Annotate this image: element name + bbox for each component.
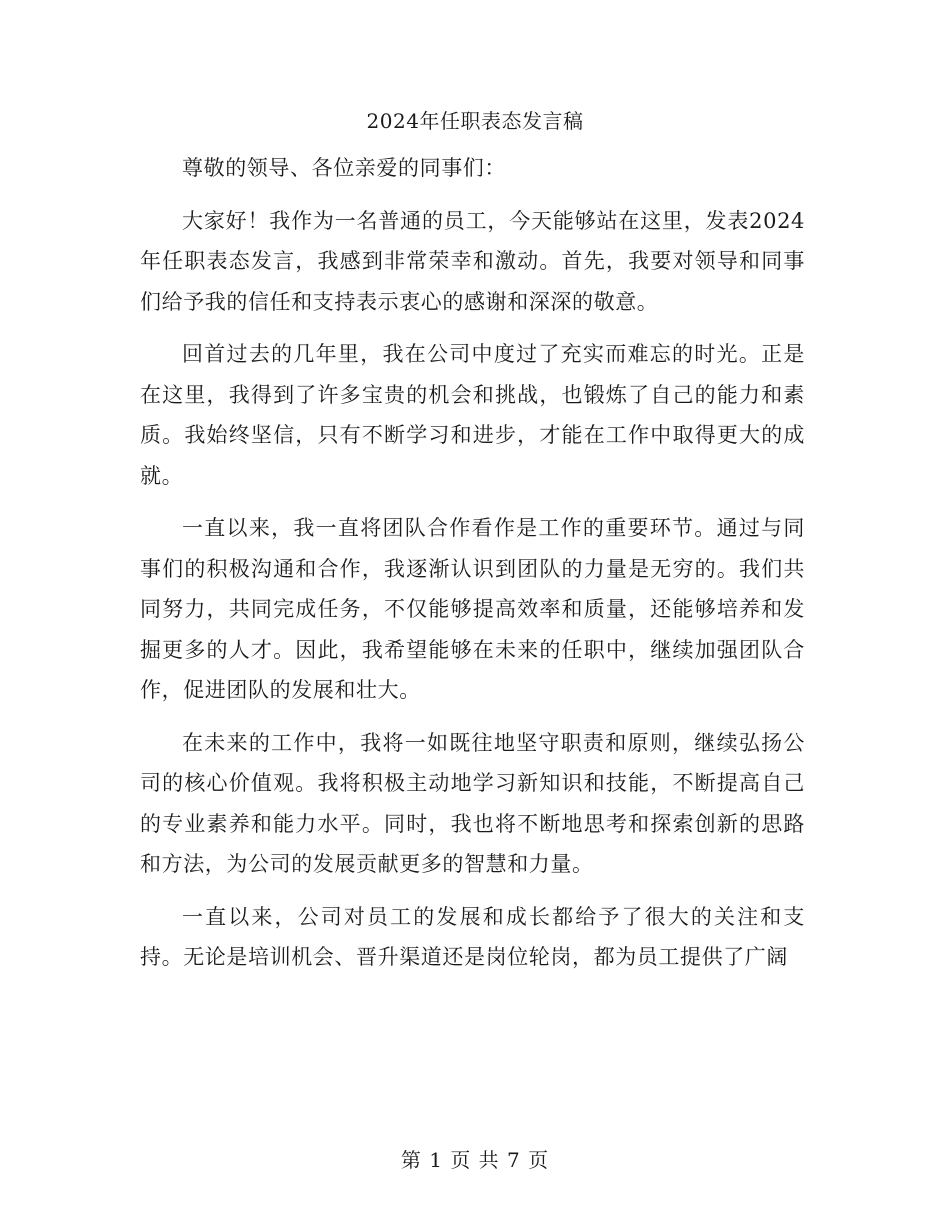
body-paragraph: 一直以来，公司对员工的发展和成长都给予了很大的关注和支持。无论是培训机会、晋升渠道还是岗位轮岗，都为员工提供了广阔 <box>140 904 805 969</box>
document-title: 2024年任职表态发言稿 <box>366 109 584 133</box>
page-number-footer: 第 1 页 共 7 页 <box>400 1148 550 1172</box>
document-body <box>140 148 805 990</box>
body-paragraph: 大家好！我作为一名普通的员工，今天能够站在这里，发表2024年任职表态发言，我感到非常荣幸和激动。首先，我要对领导和同事们给予我的信任和支持表示衷心的感谢和深深的敬意。 <box>140 208 805 314</box>
body-paragraph: 回首过去的几年里，我在公司中度过了充实而难忘的时光。正是在这里，我得到了许多宝贵的机会和挑战，也锻炼了自己的能力和素质。我始终坚信，只有不断学习和进步，才能在工作中取得更大的成就。 <box>140 342 805 488</box>
salutation-paragraph: 尊敬的领导、各位亲爱的同事们： <box>182 156 506 180</box>
body-paragraph: 一直以来，我一直将团队合作看作是工作的重要环节。通过与同事们的积极沟通和合作，我逐渐认识到团队的力量是无穷的。我们共同努力，共同完成任务，不仅能够提高效率和质量，还能够培养和发掘更多的人才。因此，我希望能够在未来的任职中，继续加强团队合作，促进团队的发展和壮大。 <box>140 516 805 702</box>
body-paragraph: 在未来的工作中，我将一如既往地坚守职责和原则，继续弘扬公司的核心价值观。我将积极主动地学习新知识和技能，不断提高自己的专业素养和能力水平。同时，我也将不断地思考和探索创新的思路和方法，为公司的发展贡献更多的智慧和力量。 <box>140 730 805 876</box>
